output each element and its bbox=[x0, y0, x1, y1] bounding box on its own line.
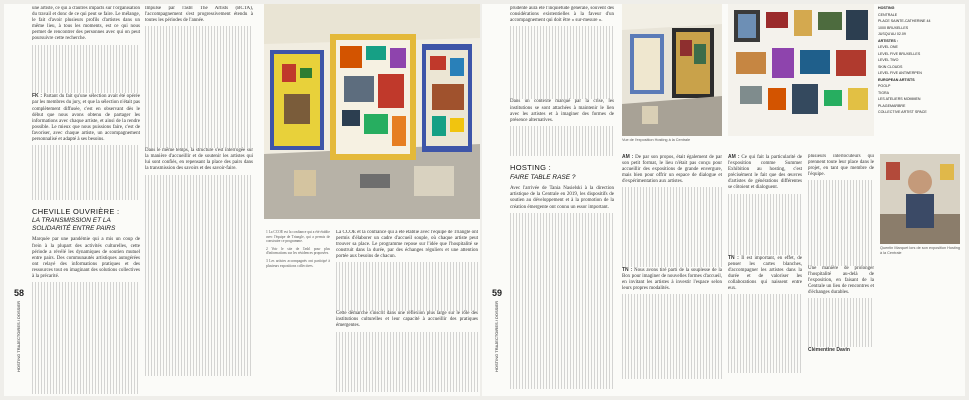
section-heading: CHEVILLE OUVRIÈRE : bbox=[32, 206, 120, 216]
sidebar-partner: LES ATELIERS MOMMEN bbox=[878, 97, 921, 101]
text-column-2 bbox=[622, 154, 722, 394]
paragraph: prudente aura été l'inquiétude générale, souvent des considérations existentielles à la faveur d'un accompagnement qui doit être « sur-mesure ». bbox=[510, 6, 614, 24]
sidebar-partners-label: EUROPEAN ARTISTS bbox=[878, 77, 915, 82]
exhibition-photo bbox=[622, 4, 722, 136]
text-column-4 bbox=[336, 230, 478, 392]
gallery-illustration bbox=[728, 4, 874, 136]
page-folio bbox=[10, 288, 28, 372]
sidebar-address: PLACE SAINTE-CATHERINE 44 bbox=[878, 19, 931, 23]
paragraph: une artiste, ce qui a d'autres impacts sur l'organisation du travail et donc de ce qui peut se faire. Le mélange, le fait d'avoir plusieurs profils d'artistes dans un même lieu, à tous les moments, est ce qui nous permet de rencontrer des personnes avec qui on peut poursuivre cette recherche. bbox=[32, 6, 140, 42]
speaker-label: AM : bbox=[728, 154, 740, 160]
text-column-4 bbox=[808, 154, 874, 394]
text-column-1 bbox=[510, 6, 614, 394]
paragraph: Dans le même temps, la structure s'est interrogée sur la manière d'accueillir et de soutenir les artistes qui lui sont confiés, en repensant la place des pairs dans la transmission des savoirs et des savoir-faire. bbox=[145, 148, 253, 172]
text-column-1 bbox=[32, 6, 140, 394]
sidebar-partner: COLLECTIVE ARTIST SPACE bbox=[878, 110, 927, 114]
footnote: 1 La CCOE est la confiance qui a été établie avec l'équipe de Triangle, qui a permis de construire ce programme. bbox=[266, 230, 330, 244]
section-heading: HOSTING : bbox=[510, 163, 552, 173]
sidebar-artist: LEVEL FIVE BRUXELLES bbox=[878, 51, 921, 56]
interview-answer: Ce qui fait la particularité de l'exposition comme Summer Exhibition au hosting, c'est précisément le fait que des œuvres d'artistes de générations différentes se côtoient et dialoguent. bbox=[728, 155, 802, 191]
page-number: 58 bbox=[13, 288, 24, 299]
page-58 bbox=[4, 4, 480, 396]
footnote: 3 Les artistes accompagnés ont participé à plusieurs expositions collectives. bbox=[266, 258, 330, 268]
paragraph: Cette démarche s'inscrit dans une réflexion plus large sur le rôle des institutions culturelles et leur capacité à accueillir des pratiques émergentes. bbox=[336, 311, 478, 329]
sidebar-dates: JUSQU'AU 02.09 bbox=[878, 32, 906, 36]
interview-answer: Partant du fait qu'une sélection avait été opérée par les membres du jury, et que la sélection n'était pas complètement diffusée, c'est en observant dès le début que nous avons obtenu de partager les informations avec chaque artiste, et ainsi de la rendre possible. Le mieux que nous puissions faire, c'est de favoriser, avec chaque artiste, un accompagnement personnalisé et adapté à ses besoins. bbox=[32, 94, 140, 142]
sidebar-venue: CENTRALE bbox=[878, 12, 898, 17]
speaker-label: TN : bbox=[728, 254, 739, 261]
speaker-label: AM : bbox=[622, 154, 634, 160]
sidebar-partner: POOLP bbox=[878, 84, 891, 88]
interview-answer: Nous avons tiré parti de la souplesse de la Box pour imaginer de nouvelles formes d'accueil, en invitant les artistes à investir l'espace selon leurs propres modalités. bbox=[622, 267, 722, 291]
text-column-2 bbox=[145, 6, 253, 394]
page-number: 59 bbox=[491, 288, 502, 299]
section-subheading: LA TRANSMISSION ET LA SOLIDARITÉ ENTRE PAIRS bbox=[32, 217, 116, 232]
gallery-illustration bbox=[264, 4, 480, 219]
section-label: HOSTING TRAJECTOIRES / DOSSIER bbox=[493, 301, 499, 372]
paragraph: La CCOE et la confiance qui a été établie avec l'équipe de Triangle ont permis d'élaborer un cadre d'accueil souple, où chaque artiste peut trouver sa place. Le programme repose sur l'idée que l'hospitalité se construit dans la durée, par des échanges réguliers et une attention portée aux besoins de chacun. bbox=[336, 230, 478, 260]
sidebar-title: HOSTING bbox=[878, 6, 895, 10]
exhibition-photo bbox=[728, 4, 874, 136]
exhibition-info-sidebar bbox=[878, 6, 958, 117]
interview-answer: Il est important, en effet, de penser les cartes blanches, d'accompagner les artistes dans la durée et de valoriser les collaborations qui naissent entre eux. bbox=[728, 255, 802, 291]
sidebar-artist: LEVEL TWO bbox=[878, 58, 899, 62]
section-label: HOSTING TRAJECTOIRES / DOSSIER bbox=[15, 301, 21, 372]
footnotes bbox=[266, 230, 330, 390]
photo-caption: Vue de l'exposition Hosting à la Centrale bbox=[622, 138, 691, 142]
paragraph: plusieurs interlocuteurs qui prennent toute leur place dans le projet, en tant que membre de l'équipe. bbox=[808, 154, 874, 178]
section-subheading: FAIRE TABLE RASE ? bbox=[510, 173, 576, 181]
text-column-3 bbox=[728, 154, 802, 394]
sidebar-artist: LEVEL ONE bbox=[878, 45, 898, 49]
paragraph: Dans un contexte marqué par la crise, les institutions se sont attachées à maintenir le lien avec les artistes et à imaginer des formes de présence alternatives. bbox=[510, 99, 614, 123]
sidebar-artist: LEVEL FIVE ANTWERPEN bbox=[878, 71, 922, 75]
gallery-illustration bbox=[622, 4, 722, 136]
portrait-illustration bbox=[880, 154, 960, 244]
paragraph: Avec l'arrivée de Tania Nasielski à la direction artistique de la Centrale en 2019, les dispositifs de soutien au développement et à la promotion de la création émergente ont connu un essor important. bbox=[510, 186, 614, 210]
sidebar-partner: TIGRA bbox=[878, 90, 889, 95]
sidebar-partner: PLAGEMARBRE bbox=[878, 103, 906, 108]
photo-caption bbox=[266, 221, 396, 229]
footnote: 2 Voir le site de l'asbl pour plus d'informations sur les résidences proposées. bbox=[266, 246, 330, 256]
photo-caption: Quentin Marquet lors de son exposition Hosting à la Centrale bbox=[880, 246, 960, 255]
paragraph: Marquée par une pandémie qui a mis un coup de frein à la plupart des activités culturelles, cette période a révélé les dynamiques de soutien mutuel entre pairs. Des communautés artistiques autogérées ont relayé des informations pratiques et des ressources tout en imaginant des solutions collectives à la précarité. bbox=[32, 237, 140, 279]
paragraph: Une manière de prolonger l'hospitalité au-delà de l'exposition, en faisant de la Centrale un lieu de rencontres et d'échanges durables. bbox=[808, 265, 874, 296]
page-folio bbox=[488, 288, 506, 372]
speaker-label: TN : bbox=[622, 266, 633, 273]
interview-answer: De par son propos, était également de par son petit format, le lieu n'était pas conçu pour accueillir des expositions de grande envergure, mais bien pour offrir un espace de dialogue et d'expérimentation aux artistes. bbox=[622, 155, 722, 185]
exhibition-photo bbox=[264, 4, 480, 219]
artist-photo bbox=[880, 154, 960, 244]
speaker-label: FK : bbox=[32, 93, 43, 100]
page-59 bbox=[482, 4, 965, 396]
text-column-3 bbox=[258, 6, 262, 394]
author-signature: Clémentine Davin bbox=[808, 346, 850, 353]
sidebar-artists-label: ARTISTES : bbox=[878, 38, 898, 43]
sidebar-address: 1000 BRUXELLES bbox=[878, 25, 909, 30]
paragraph: Impulsé par l'asbl The Artists (BCTA), l'accompagnement s'est progressivement étendu à toutes les périodes de l'année. bbox=[145, 6, 253, 24]
sidebar-artist: SKIN CLOUDS bbox=[878, 64, 903, 69]
